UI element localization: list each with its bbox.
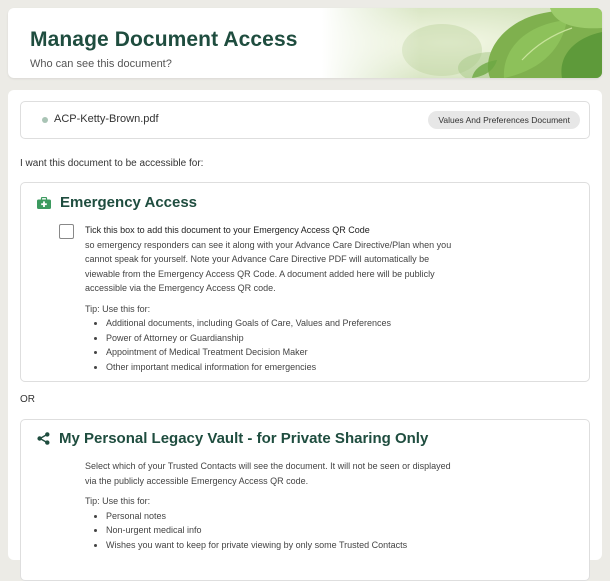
- leaves-banner-image: [322, 8, 602, 78]
- file-status-dot: [42, 117, 48, 123]
- share-icon: [37, 432, 50, 445]
- list-item: • Power of Attorney or Guardianship: [106, 331, 455, 346]
- file-name: ACP-Ketty-Brown.pdf: [54, 113, 159, 125]
- vault-tips-list: [85, 509, 455, 553]
- list-item: • Wishes you want to keep for private viewing by only some Trusted Contacts: [106, 538, 455, 553]
- emergency-access-card: [20, 182, 590, 382]
- legacy-vault-card[interactable]: [20, 419, 590, 581]
- access-panel: [8, 90, 602, 560]
- emergency-description: so emergency responders can see it along with your Advance Care Directive/Plan when you cannot speak for yourself. Note your Advance Care Directive PDF will automatically be viewable from the Emergency Access QR Code. A document added here will be publicly accessible via the Emergency Access QR code.: [85, 239, 452, 293]
- emergency-access-checkbox[interactable]: [59, 224, 74, 239]
- vault-tip-label: Tip: Use this for:: [85, 496, 151, 506]
- page-header: [8, 8, 602, 78]
- document-type-badge: Values And Preferences Document: [428, 111, 580, 129]
- page-subtitle: Who can see this document?: [30, 58, 172, 70]
- list-item: • Additional documents, including Goals of Care, Values and Preferences: [106, 316, 455, 331]
- document-file-card: [20, 101, 590, 139]
- list-item: • Appointment of Medical Treatment Decision Maker: [106, 345, 455, 360]
- accessible-for-label: I want this document to be accessible for:: [20, 158, 204, 169]
- list-item: • Other important medical information for emergencies: [106, 360, 455, 375]
- emergency-access-heading: [37, 194, 197, 211]
- medical-kit-icon: [37, 197, 51, 209]
- emergency-access-body: [85, 223, 455, 374]
- emergency-tips-list: [85, 316, 455, 374]
- list-item: • Non-urgent medical info: [106, 523, 455, 538]
- legacy-vault-body: [85, 459, 455, 552]
- page-title: Manage Document Access: [30, 28, 298, 51]
- emergency-checkbox-label[interactable]: Tick this box to add this document to your Emergency Access QR Code: [85, 225, 370, 235]
- list-item: • Personal notes: [106, 509, 455, 524]
- or-separator: OR: [20, 394, 35, 405]
- legacy-vault-title: My Personal Legacy Vault - for Private Sharing Only: [59, 430, 429, 447]
- emergency-tip-label: Tip: Use this for:: [85, 303, 151, 314]
- legacy-vault-heading: [37, 430, 428, 447]
- vault-description: Select which of your Trusted Contacts will see the document. It will not be seen or displayed via the publicly accessible Emergency Access QR code.: [85, 461, 451, 486]
- emergency-access-title: Emergency Access: [60, 194, 198, 211]
